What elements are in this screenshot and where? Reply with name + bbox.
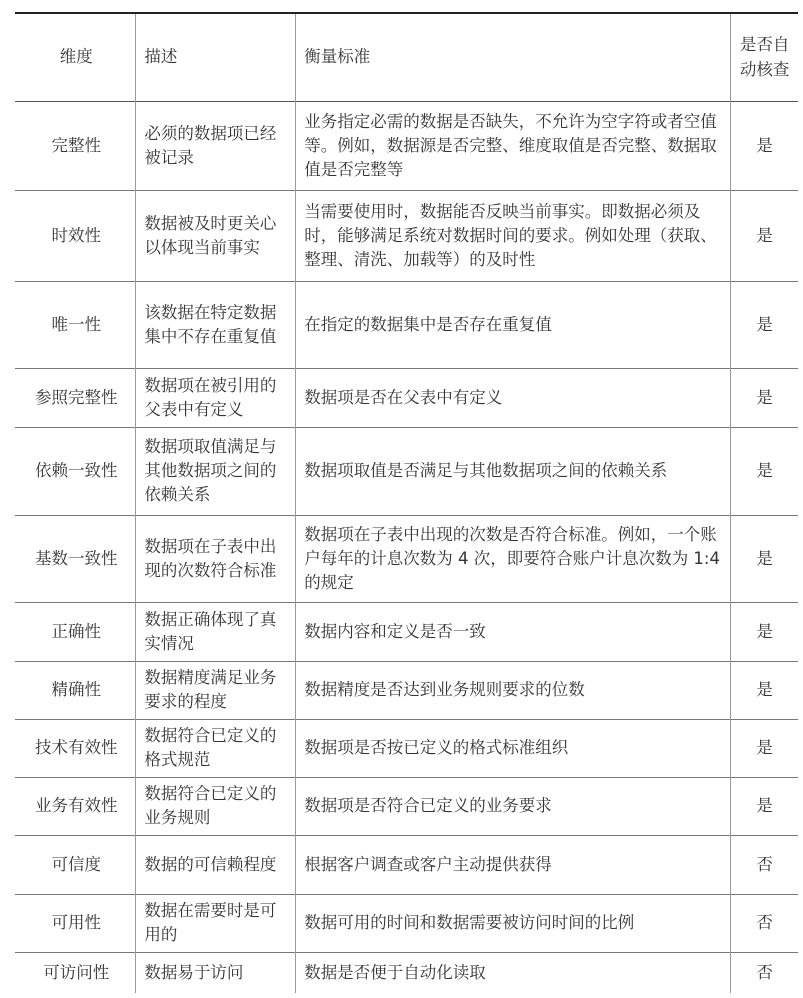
table-body [15,101,798,993]
cell-dimension: 依赖一致性 [15,427,136,515]
cell-dimension: 基数一致性 [15,515,136,602]
cell-description: 数据被及时更关心以体现当前事实 [136,190,296,281]
cell-description: 数据符合已定义的业务规则 [136,777,296,835]
cell-description: 数据易于访问 [136,952,296,993]
cell-auto-check: 否 [756,962,773,982]
data-quality-table [15,12,798,993]
header-auto-check: 是否自动核查 [739,35,790,80]
cell-standard: 数据项是否符合已定义的业务要求 [296,777,731,835]
table-row [15,719,798,777]
cell-auto-check: 否 [756,913,773,932]
cell-auto-check: 是 [756,796,773,815]
cell-description: 必须的数据项已经被记录 [136,101,296,190]
cell-dimension: 时效性 [15,190,136,281]
header-dimension: 维度 [15,13,136,101]
cell-standard: 当需要使用时，数据能否反映当前事实。即数据必须及时，能够满足系统对数据时间的要求。例如处理（获取、整理、清洗、加载等）的及时性 [296,190,731,281]
table-row [15,281,798,368]
table-row [15,368,798,427]
header-standard: 衡量标准 [296,13,731,101]
cell-standard: 根据客户调查或客户主动提供获得 [296,835,731,894]
cell-auto-check: 是 [756,461,773,480]
cell-standard: 数据项是否按已定义的格式标准组织 [296,719,731,777]
cell-description: 数据项在子表中出现的次数符合标准 [136,515,296,602]
cell-standard: 数据可用的时间和数据需要被访问时间的比例 [296,894,731,952]
cell-auto-check: 是 [756,680,773,699]
table-row [15,101,798,190]
cell-standard: 数据内容和定义是否一致 [296,602,731,661]
cell-standard: 数据项取值是否满足与其他数据项之间的依赖关系 [296,427,731,515]
cell-description: 数据精度满足业务要求的程度 [136,661,296,719]
cell-dimension: 正确性 [15,602,136,661]
cell-dimension: 可信度 [15,835,136,894]
table-row [15,777,798,835]
cell-description: 数据正确体现了真实情况 [136,602,296,661]
table-row [15,661,798,719]
cell-dimension: 技术有效性 [15,719,136,777]
cell-auto-check: 是 [756,314,773,334]
cell-description: 数据符合已定义的格式规范 [136,719,296,777]
cell-description: 数据的可信赖程度 [136,835,296,894]
cell-auto-check: 是 [756,738,773,757]
cell-standard: 数据项是否在父表中有定义 [296,368,731,427]
table-row [15,427,798,515]
cell-standard: 数据精度是否达到业务规则要求的位数 [296,661,731,719]
cell-auto-check: 否 [756,854,773,874]
cell-description: 数据项在被引用的父表中有定义 [136,368,296,427]
cell-auto-check: 是 [756,135,773,155]
table-row [15,602,798,661]
table-row [15,894,798,952]
header-description: 描述 [136,13,296,101]
cell-dimension: 精确性 [15,661,136,719]
cell-dimension: 完整性 [15,101,136,190]
cell-dimension: 可访问性 [15,952,136,993]
cell-standard: 数据项在子表中出现的次数是否符合标准。例如，一个账户每年的计息次数为 4 次，即要符合账户计息次数为 1:4 的规定 [296,515,731,602]
table-header-row [15,13,798,101]
cell-description: 数据在需要时是可用的 [136,894,296,952]
cell-auto-check: 是 [756,548,773,568]
cell-dimension: 唯一性 [15,281,136,368]
table-row [15,952,798,993]
cell-auto-check: 是 [756,621,773,641]
cell-auto-check: 是 [756,225,773,245]
cell-standard: 在指定的数据集中是否存在重复值 [296,281,731,368]
table-row [15,835,798,894]
cell-description: 该数据在特定数据集中不存在重复值 [136,281,296,368]
table-row [15,515,798,602]
cell-standard: 业务指定必需的数据是否缺失，不允许为空字符或者空值等。例如，数据源是否完整、维度取值是否完整、数据取值是否完整等 [296,101,731,190]
cell-dimension: 参照完整性 [15,368,136,427]
cell-dimension: 可用性 [15,894,136,952]
cell-description: 数据项取值满足与其他数据项之间的依赖关系 [136,427,296,515]
cell-auto-check: 是 [756,387,773,407]
table-row [15,190,798,281]
cell-standard: 数据是否便于自动化读取 [296,952,731,993]
cell-dimension: 业务有效性 [15,777,136,835]
